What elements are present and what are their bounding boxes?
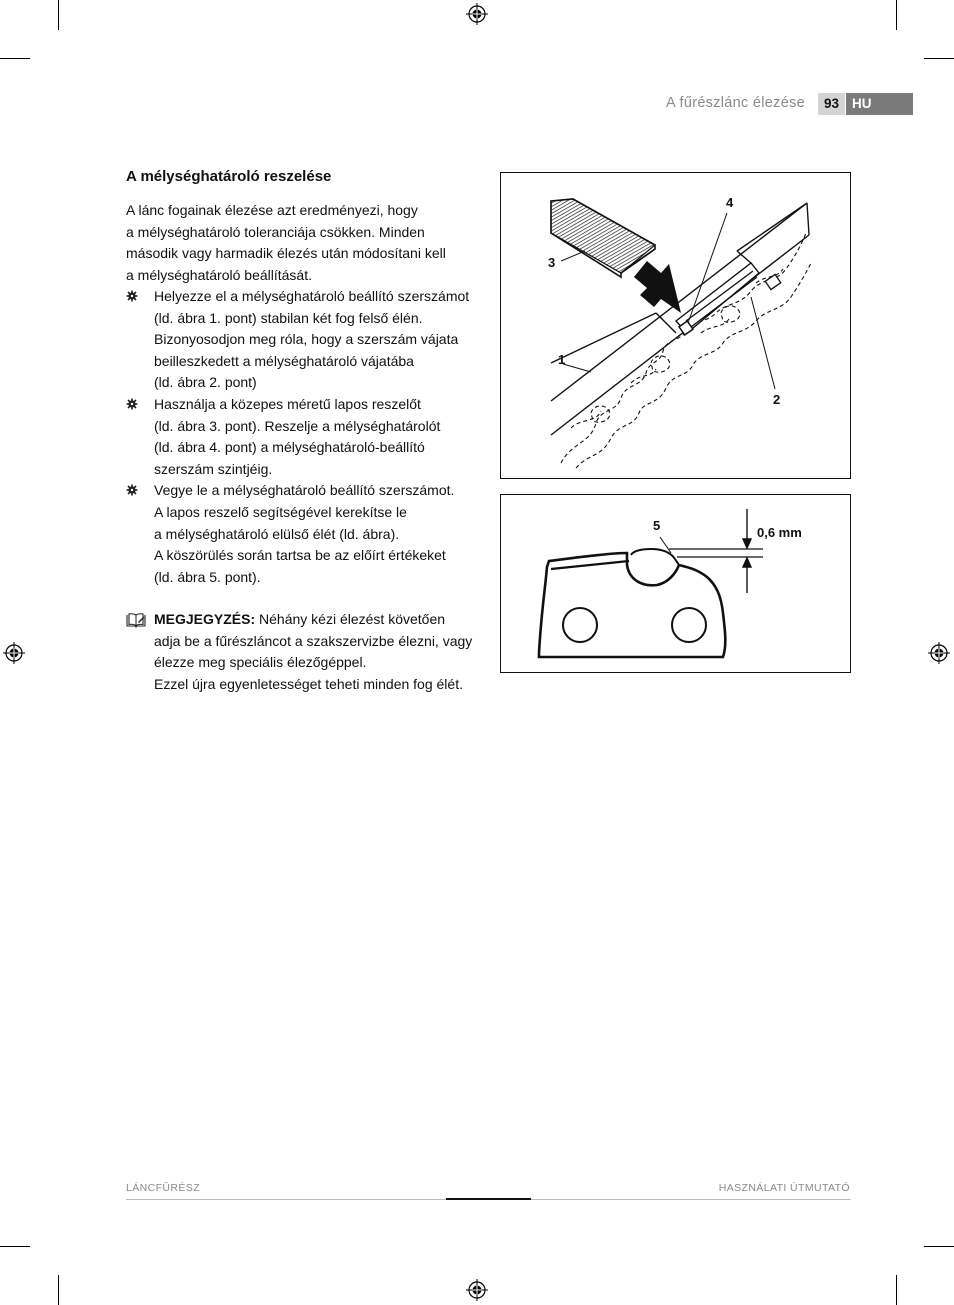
registration-mark-icon xyxy=(928,642,950,664)
gear-bullet-icon xyxy=(126,484,138,496)
list-item-line: szerszám szintjéig. xyxy=(154,460,273,477)
crop-mark xyxy=(924,1246,954,1247)
footer-rule-accent xyxy=(446,1198,531,1200)
section-heading: A mélységhatároló reszelése xyxy=(126,168,332,185)
list-item xyxy=(126,286,486,394)
list-item xyxy=(126,480,486,588)
figure-depth-measurement xyxy=(500,494,851,673)
list-item-line: (ld. ábra 2. pont) xyxy=(154,374,257,391)
list-item-line: Használja a közepes méretű lapos reszelőt xyxy=(154,395,421,412)
note-label: MEGJEGYZÉS: xyxy=(154,611,256,627)
figure-depth-gauge-tool xyxy=(500,172,851,479)
crop-mark xyxy=(0,1246,30,1247)
crop-mark xyxy=(924,58,954,59)
crop-mark xyxy=(58,1275,59,1305)
list-item-line: A köszörülés során tartsa be az előírt értékeket xyxy=(154,547,446,564)
note-book-icon xyxy=(126,612,146,628)
intro-line: A lánc fogainak élezése azt eredményezi, hogy xyxy=(126,202,418,218)
page-number: 93 xyxy=(818,93,845,115)
footer-rule xyxy=(126,1199,446,1200)
language-tab: HU xyxy=(846,93,913,115)
list-item-line: A lapos reszelő segítségével kerekítse le xyxy=(154,503,407,520)
chain-tooth-illustration xyxy=(501,495,850,672)
note-first-line xyxy=(154,609,491,631)
registration-mark-icon xyxy=(3,642,25,664)
list-item-line: Vegye le a mélységhatároló beállító szerszámot. xyxy=(154,482,455,499)
label-slot: 2 xyxy=(773,392,781,407)
list-item-line: (ld. ábra 3. pont). Reszelje a mélységhatárolót xyxy=(154,417,441,434)
flat-file-icon xyxy=(551,199,655,277)
label-tool: 1 xyxy=(558,352,566,367)
list-item-line: a mélységhatároló elülső élét (ld. ábra). xyxy=(154,525,400,542)
chain-tooth-outline xyxy=(539,553,725,657)
running-header-title: A fűrészlánc élezése xyxy=(666,95,805,111)
crop-mark xyxy=(896,0,897,30)
note-line: Ezzel újra egyenletességet teheti minden fog élét. xyxy=(154,675,463,692)
label-measure: 0,6 mm xyxy=(757,525,802,540)
label-file: 3 xyxy=(548,255,556,270)
list-item xyxy=(126,394,486,480)
gear-bullet-icon xyxy=(126,290,138,302)
list-item-line: Helyezze el a mélységhatároló beállító szerszámot xyxy=(154,288,470,304)
intro-paragraph xyxy=(126,200,486,286)
intro-line: a mélységhatároló toleranciája csökken. Minden xyxy=(126,223,425,240)
note-text: Néhány kézi élezést követően xyxy=(259,611,446,627)
depth-gauge-illustration xyxy=(501,173,850,478)
registration-mark-icon xyxy=(466,1279,488,1301)
footer-product-name: LÁNCFŰRÉSZ xyxy=(126,1182,201,1194)
note-line: élezze meg speciális élezőgéppel. xyxy=(154,654,367,671)
list-item-line: Bizonyosodjon meg róla, hogy a szerszám vájata xyxy=(154,331,459,348)
intro-line: második vagy harmadik élezés után módosítani kell xyxy=(126,245,446,262)
note-line: adja be a fűrészláncot a szakszervizbe élezni, vagy xyxy=(154,632,473,649)
list-item-line: (ld. ábra 1. pont) stabilan két fog felső élén. xyxy=(154,309,423,326)
footer-rule xyxy=(531,1199,851,1200)
intro-line: a mélységhatároló beállítását. xyxy=(126,266,312,283)
list-item-line: (ld. ábra 4. pont) a mélységhatároló-beállító xyxy=(154,439,425,456)
footer-document-name: HASZNÁLATI ÚTMUTATÓ xyxy=(718,1182,850,1194)
instruction-list xyxy=(126,286,486,588)
note-block xyxy=(126,609,491,695)
label-point: 5 xyxy=(653,518,661,533)
crop-mark xyxy=(0,58,30,59)
crop-mark xyxy=(896,1275,897,1305)
label-depth-gauge: 4 xyxy=(726,195,734,210)
crop-mark xyxy=(58,0,59,30)
gear-bullet-icon xyxy=(126,398,138,410)
dimension-arrow-icon xyxy=(743,509,751,593)
list-item-line: beilleszkedett a mélységhatároló vájatába xyxy=(154,352,414,369)
registration-mark-icon xyxy=(466,3,488,25)
list-item-line: (ld. ábra 5. pont). xyxy=(154,568,261,585)
